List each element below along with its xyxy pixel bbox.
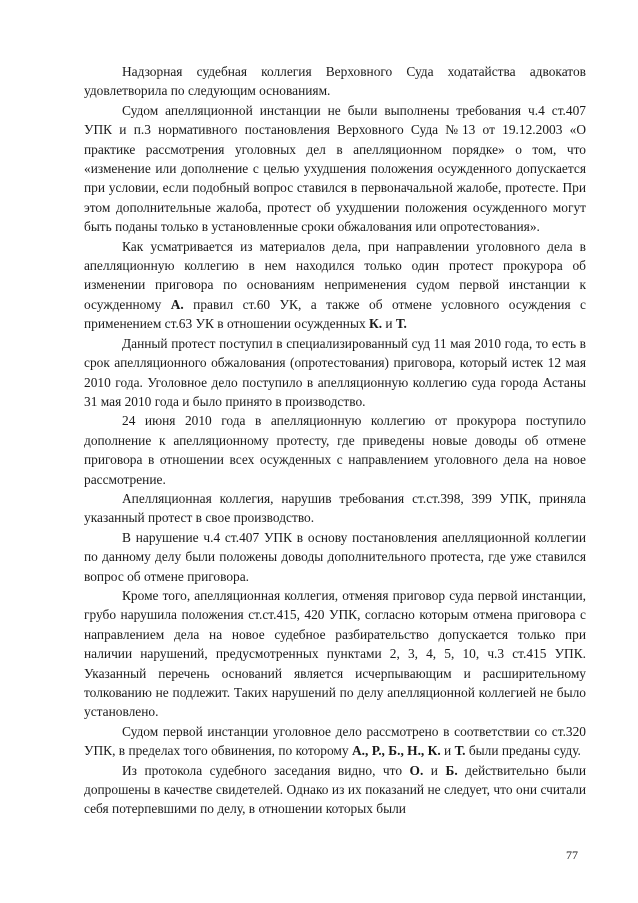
paragraph: Кроме того, апелляционная коллегия, отменяя приговор суда первой инстанции, грубо нарушила положения ст.ст.415, 420 УПК, согласно которым отмена приговора с направлением дела на новое судебное разбирательство допускается только при наличии нарушений, предусмотренных пунктами 2, 3, 4, 5, 10, ч.3 ст.415 УПК. Указанный перечень оснований является исчерпывающим и расширительному толкованию не подлежит. Таких нарушений по делу апелляционной коллегией не было установлено. <box>84 587 586 720</box>
paragraph: Апелляционная коллегия, нарушив требования ст.ст.398, 399 УПК, приняла указанный протест в свое производство. <box>84 490 586 526</box>
person-initial: Б. <box>388 743 401 759</box>
paragraph-text: и <box>382 316 396 332</box>
paragraph: Данный протест поступил в специализированный суд 11 мая 2010 года, то есть в срок апелляционного обжалования (опротестования) приговора, который истек 12 мая 2010 года. Уголовное дело поступило в апелляционную коллегию суда города Астаны 31 мая 2010 года и было принято в производство. <box>84 335 586 409</box>
person-initial: Т. <box>395 316 407 332</box>
person-initial: О. <box>409 762 424 778</box>
paragraph: В нарушение ч.4 ст.407 УПК в основу постановления апелляционной коллегии по данному делу были положены доводы дополнительного протеста, где уже ставился вопрос об отмене приговора. <box>84 529 586 584</box>
person-initial: А. <box>351 743 365 759</box>
person-initial: Н. <box>407 743 421 759</box>
paragraph <box>84 237 586 334</box>
paragraph-text: Судом первой инстанции уголовное дело рассмотрено в соответствии со ст.320 УПК, в пределах того обвинения, по которому <box>84 723 586 759</box>
document-body <box>84 62 586 819</box>
paragraph-text: действительно были допрошены в качестве свидетелей. Однако из их показаний не следует, что они считали себя потерпевшими по делу, в отношении которых были <box>84 762 586 817</box>
separator: , <box>364 743 372 759</box>
person-initial: К. <box>368 316 383 332</box>
paragraph <box>84 761 586 819</box>
paragraph: Судом апелляционной инстанции не были выполнены требования ч.4 ст.407 УПК и п.3 нормативного постановления Верховного Суда №13 от 19.12.2003 «О практике рассмотрения уголовных дел в апелляционном порядке» о том, что «изменение или дополнение с целью ухудшения положения осужденного допускается при условии, если подобный вопрос ставился в первоначальной жалобе, протесте. При этом дополнительные жалоба, протест об ухудшении положения осужденного могут быть поданы только в установленные сроки обжалования или опротестования». <box>84 102 586 235</box>
paragraph-text: Из протокола судебного заседания видно, что <box>122 762 410 778</box>
paragraph <box>84 722 586 761</box>
paragraph-text: и <box>440 743 455 759</box>
person-initial: Б. <box>445 762 458 778</box>
separator: , <box>420 743 428 759</box>
paragraph-text: правил ст.60 УК, а также об отмене условного осуждения с применением ст.63 УК в отношении осужденных <box>84 296 586 332</box>
person-initial: Р. <box>371 743 382 759</box>
separator: , <box>381 743 389 759</box>
paragraph-text: Как усматривается из материалов дела, при направлении уголовного дела в апелляционную коллегию в нем находился только один протест прокурора об изменении приговора по основаниям неприменения судом первой инстанции к осужденному <box>84 238 586 312</box>
paragraph: Надзорная судебная коллегия Верховного Суда ходатайства адвокатов удовлетворила по следующим основаниям. <box>84 64 586 99</box>
person-initial: А. <box>170 296 184 312</box>
paragraph-text: и <box>423 762 446 778</box>
paragraph: 24 июня 2010 года в апелляционную коллегию от прокурора поступило дополнение к апелляционному протесту, где приведены новые доводы об отмене приговора в отношении всех осужденных с направлением уголовного дела на новое рассмотрение. <box>84 413 586 487</box>
person-initial: Т. <box>454 743 466 759</box>
page-number: 77 <box>566 848 578 862</box>
separator: , <box>400 743 408 759</box>
person-initial: К. <box>427 743 441 759</box>
paragraph-text: были преданы суду. <box>465 743 581 759</box>
